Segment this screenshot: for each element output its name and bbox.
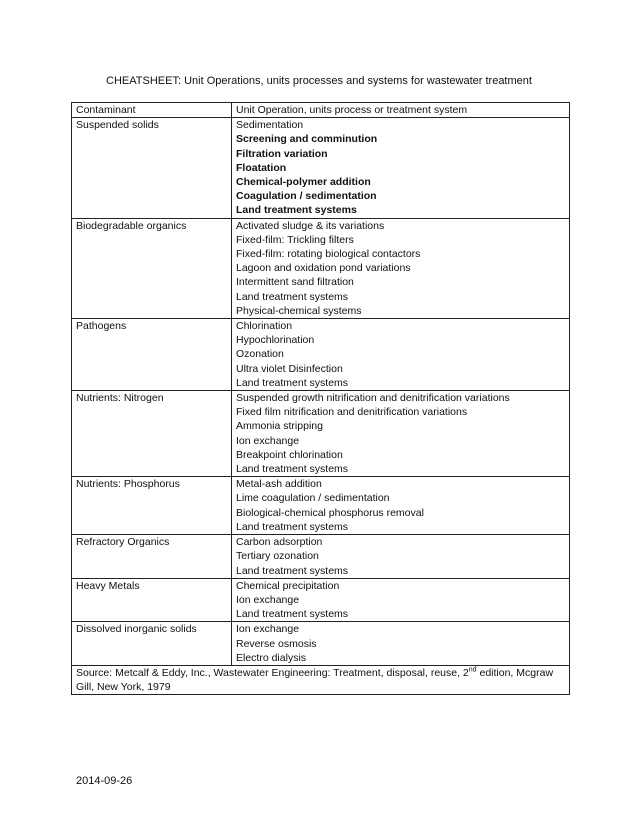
- treatment-item: Hypochlorination: [236, 334, 315, 347]
- contaminant-cell: Nutrients: Phosphorus: [72, 477, 232, 535]
- treatment-table: [71, 102, 570, 695]
- treatment-item: Reverse osmosis: [236, 637, 317, 650]
- treatment-cell: [232, 118, 570, 218]
- treatment-item: Land treatment systems: [236, 564, 349, 577]
- treatment-cell: [232, 477, 570, 535]
- treatment-item: Ion exchange: [236, 434, 300, 447]
- treatment-item: Land treatment systems: [236, 608, 349, 621]
- contaminant-cell: Biodegradable organics: [72, 218, 232, 318]
- treatment-item: Chemical precipitation: [236, 579, 340, 592]
- header-row: [72, 103, 570, 118]
- treatment-item: Land treatment systems: [236, 376, 349, 389]
- treatment-item: Chemical-polymer addition: [236, 176, 371, 189]
- treatment-item: Screening and comminution: [236, 133, 378, 146]
- treatment-item: Land treatment systems: [236, 290, 349, 303]
- table-body: [72, 103, 570, 666]
- treatment-item: Breakpoint chlorination: [236, 448, 343, 461]
- treatment-item: Land treatment systems: [236, 463, 349, 476]
- source-cell: [72, 665, 570, 694]
- treatment-item: Activated sludge & its variations: [236, 219, 385, 232]
- treatment-cell: [232, 622, 570, 666]
- contaminant-cell: Pathogens: [72, 319, 232, 391]
- source-prefix: Source: Metcalf & Eddy, Inc., Wastewater Engineering: Treatment, disposal, reuse, 2: [76, 666, 469, 679]
- treatment-item: Physical-chemical systems: [236, 304, 362, 317]
- treatment-cell: [232, 578, 570, 622]
- table-row: [72, 319, 570, 391]
- document-date: 2014-09-26: [76, 775, 133, 787]
- source-suffix: edition, Mcgraw Gill, New York, 1979: [76, 666, 554, 694]
- table-row: [72, 118, 570, 218]
- treatment-cell: [232, 218, 570, 318]
- page-title: CHEATSHEET: Unit Operations, units processes and systems for wastewater treatment: [106, 75, 532, 87]
- treatment-item: Filtration variation: [236, 147, 328, 160]
- source-row: [72, 665, 570, 694]
- contaminant-cell: Heavy Metals: [72, 578, 232, 622]
- treatment-item: Ammonia stripping: [236, 420, 323, 433]
- table-row: [72, 535, 570, 579]
- treatment-item: Ultra violet Disinfection: [236, 362, 343, 375]
- contaminant-cell: Dissolved inorganic solids: [72, 622, 232, 666]
- header-treatment: Unit Operation, units process or treatment system: [232, 103, 570, 118]
- treatment-item: Ozonation: [236, 348, 284, 361]
- treatment-item: Land treatment systems: [236, 204, 357, 217]
- treatment-item: Ion exchange: [236, 623, 300, 636]
- treatment-item: Tertiary ozonation: [236, 550, 319, 563]
- table-row: [72, 477, 570, 535]
- treatment-item: Floatation: [236, 161, 287, 174]
- treatment-item: Chlorination: [236, 320, 293, 333]
- treatment-cell: [232, 391, 570, 477]
- treatment-item: Lime coagulation / sedimentation: [236, 492, 390, 505]
- table-row: [72, 622, 570, 666]
- treatment-item: Fixed film nitrification and denitrification variations: [236, 406, 468, 419]
- treatment-item: Lagoon and oxidation pond variations: [236, 262, 411, 275]
- treatment-item: Ion exchange: [236, 593, 300, 606]
- treatment-item: Biological-chemical phosphorus removal: [236, 506, 424, 519]
- treatment-item: Coagulation / sedimentation: [236, 190, 377, 203]
- treatment-item: Carbon adsorption: [236, 536, 323, 549]
- treatment-item: Land treatment systems: [236, 520, 349, 533]
- treatment-item: Suspended growth nitrification and denitrification variations: [236, 392, 510, 405]
- treatment-item: Metal-ash addition: [236, 478, 322, 491]
- table-row: [72, 391, 570, 477]
- header-contaminant: Contaminant: [72, 103, 232, 118]
- treatment-item: Sedimentation: [236, 119, 304, 132]
- treatment-item: Electro dialysis: [236, 651, 307, 664]
- table-row: [72, 578, 570, 622]
- contaminant-cell: Suspended solids: [72, 118, 232, 218]
- contaminant-cell: Nutrients: Nitrogen: [72, 391, 232, 477]
- treatment-cell: [232, 319, 570, 391]
- source-superscript: nd: [468, 666, 477, 674]
- treatment-item: Intermittent sand filtration: [236, 276, 354, 289]
- contaminant-cell: Refractory Organics: [72, 535, 232, 579]
- table-row: [72, 218, 570, 318]
- treatment-item: Fixed-film: rotating biological contactors: [236, 248, 421, 261]
- treatment-item: Fixed-film: Trickling filters: [236, 233, 354, 246]
- treatment-cell: [232, 535, 570, 579]
